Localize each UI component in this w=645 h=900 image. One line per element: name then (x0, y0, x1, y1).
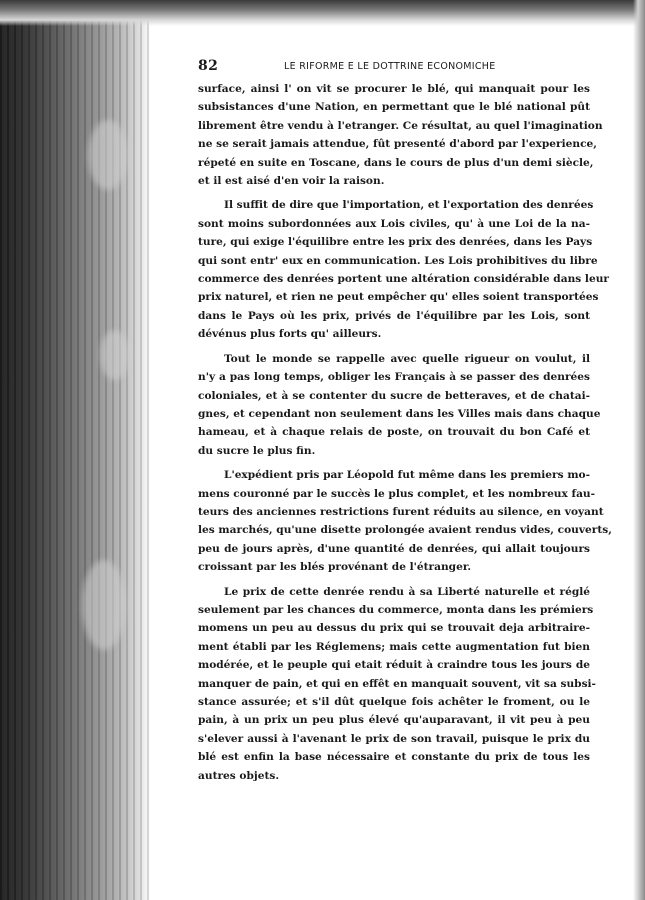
text-line: sont moins subordonnées aux Lois civiles, qu' à une Loi de la na- (198, 217, 590, 230)
text-line: croissant par les blés provénant de l'étranger. (198, 561, 472, 574)
text-line: et il est aisé d'en voir la raison. (198, 175, 385, 188)
text-line: blé est enfin la base nécessaire et constante du prix de tous les (198, 751, 590, 764)
text-line: autres objets. (198, 769, 280, 782)
text-line: peu de jours après, d'une quantité de denrées, qui allait toujours (198, 542, 590, 555)
paragraph (198, 350, 601, 460)
paragraph (198, 583, 596, 785)
text-line: L'expédient pris par Léopold fut même dans les premiers mo- (224, 469, 590, 482)
text-line: seulement par les chances du commerce, monta dans les prémiers (198, 603, 594, 616)
text-line: manquer de pain, et qui en effêt en manquait souvent, vit sa subsi- (198, 677, 596, 690)
text-line: coloniales, et à se contenter du sucre de betteraves, et de chatai- (198, 389, 590, 402)
text-line: Tout le monde se rappelle avec quelle rigueur on voulut, il (224, 352, 590, 365)
text-line: librement être vendu à l'etranger. Ce résultat, au quel l'imagination (198, 119, 603, 132)
text-line: mens couronné par le succès le plus complet, et les nombreux fau- (198, 487, 596, 500)
text-line: stance assurée; et s'il dût quelque fois achêter le froment, ou le (198, 696, 590, 708)
text-line: qui sont entr' eux en communication. Les Lois prohibitives du libre (198, 254, 598, 267)
text-line: commerce des denrées portent une altération considérable dans leur (198, 273, 609, 286)
text-line: gnes, et cependant non seulement dans les Villes mais dans chaque (198, 407, 601, 420)
text-line: Il suffit de dire que l'importation, et l'exportation des denrées (224, 199, 594, 212)
text-line: ment établi par les Réglemens; mais cette augmentation fut bien (198, 640, 590, 653)
text-line: prix naturel, et rien ne peut empêcher qu' elles soient transportées (198, 291, 599, 304)
text-line: les marchés, qu'une disette prolongée avaient rendus vides, couverts, (198, 524, 612, 537)
running-title: LE RIFORME E LE DOTTRINE ECONOMICHE (284, 61, 496, 72)
text-line: modérée, et le peuple qui etait réduit à craindre tous les jours de (198, 659, 590, 672)
paragraph (198, 466, 612, 576)
text-line: répeté en suite en Toscane, dans le cours de plus d'un demi siècle, (198, 156, 594, 169)
page-header (198, 58, 590, 80)
body-text (198, 80, 612, 785)
text-line: hameau, et à chaque relais de poste, on trouvait du bon Café et (198, 426, 590, 439)
page-number: 82 (198, 58, 219, 74)
paragraph (198, 196, 609, 343)
text-line: s'elever aussi à l'avenant le prix de son travail, puisque le prix du (198, 732, 590, 745)
text-line: pain, à un prix un peu plus élevé qu'auparavant, il vit peu à peu (198, 714, 590, 727)
scan-gutter-blotch (100, 330, 130, 380)
text-line: momens un peu au dessus du prix qui se trouvait deja arbitraire- (198, 622, 590, 635)
scan-gutter-streaks (0, 0, 150, 900)
scan-right-edge (633, 0, 645, 900)
text-line: ne se serait jamais attendue, fût presenté d'abord par l'experience, (198, 138, 597, 151)
text-line: n'y a pas long temps, obliger les Français à se passer des denrées (198, 371, 590, 384)
text-line: teurs des anciennes restrictions furent réduits au silence, en voyant (198, 505, 604, 518)
scan-gutter-blotch (88, 120, 128, 190)
text-line: du sucre le plus fin. (198, 444, 316, 457)
text-line: Le prix de cette denrée rendu à sa Liberté naturelle et réglé (224, 585, 590, 598)
text-line: subsistances d'une Nation, en permettant que le blé national pût (198, 101, 590, 114)
text-line: dévénus plus forts qu' ailleurs. (198, 328, 382, 341)
text-line: surface, ainsi l' on vit se procurer le blé, qui manquait pour les (198, 83, 590, 95)
paragraph (198, 80, 603, 190)
book-page (198, 58, 612, 785)
text-line: dans le Pays où les prix, privés de l'équilibre par les Lois, sont (198, 309, 590, 322)
scan-top-edge (0, 0, 645, 26)
text-line: ture, qui exige l'équilibre entre les prix des denrées, dans les Pays (198, 236, 593, 249)
scan-gutter-blotch (82, 560, 126, 650)
